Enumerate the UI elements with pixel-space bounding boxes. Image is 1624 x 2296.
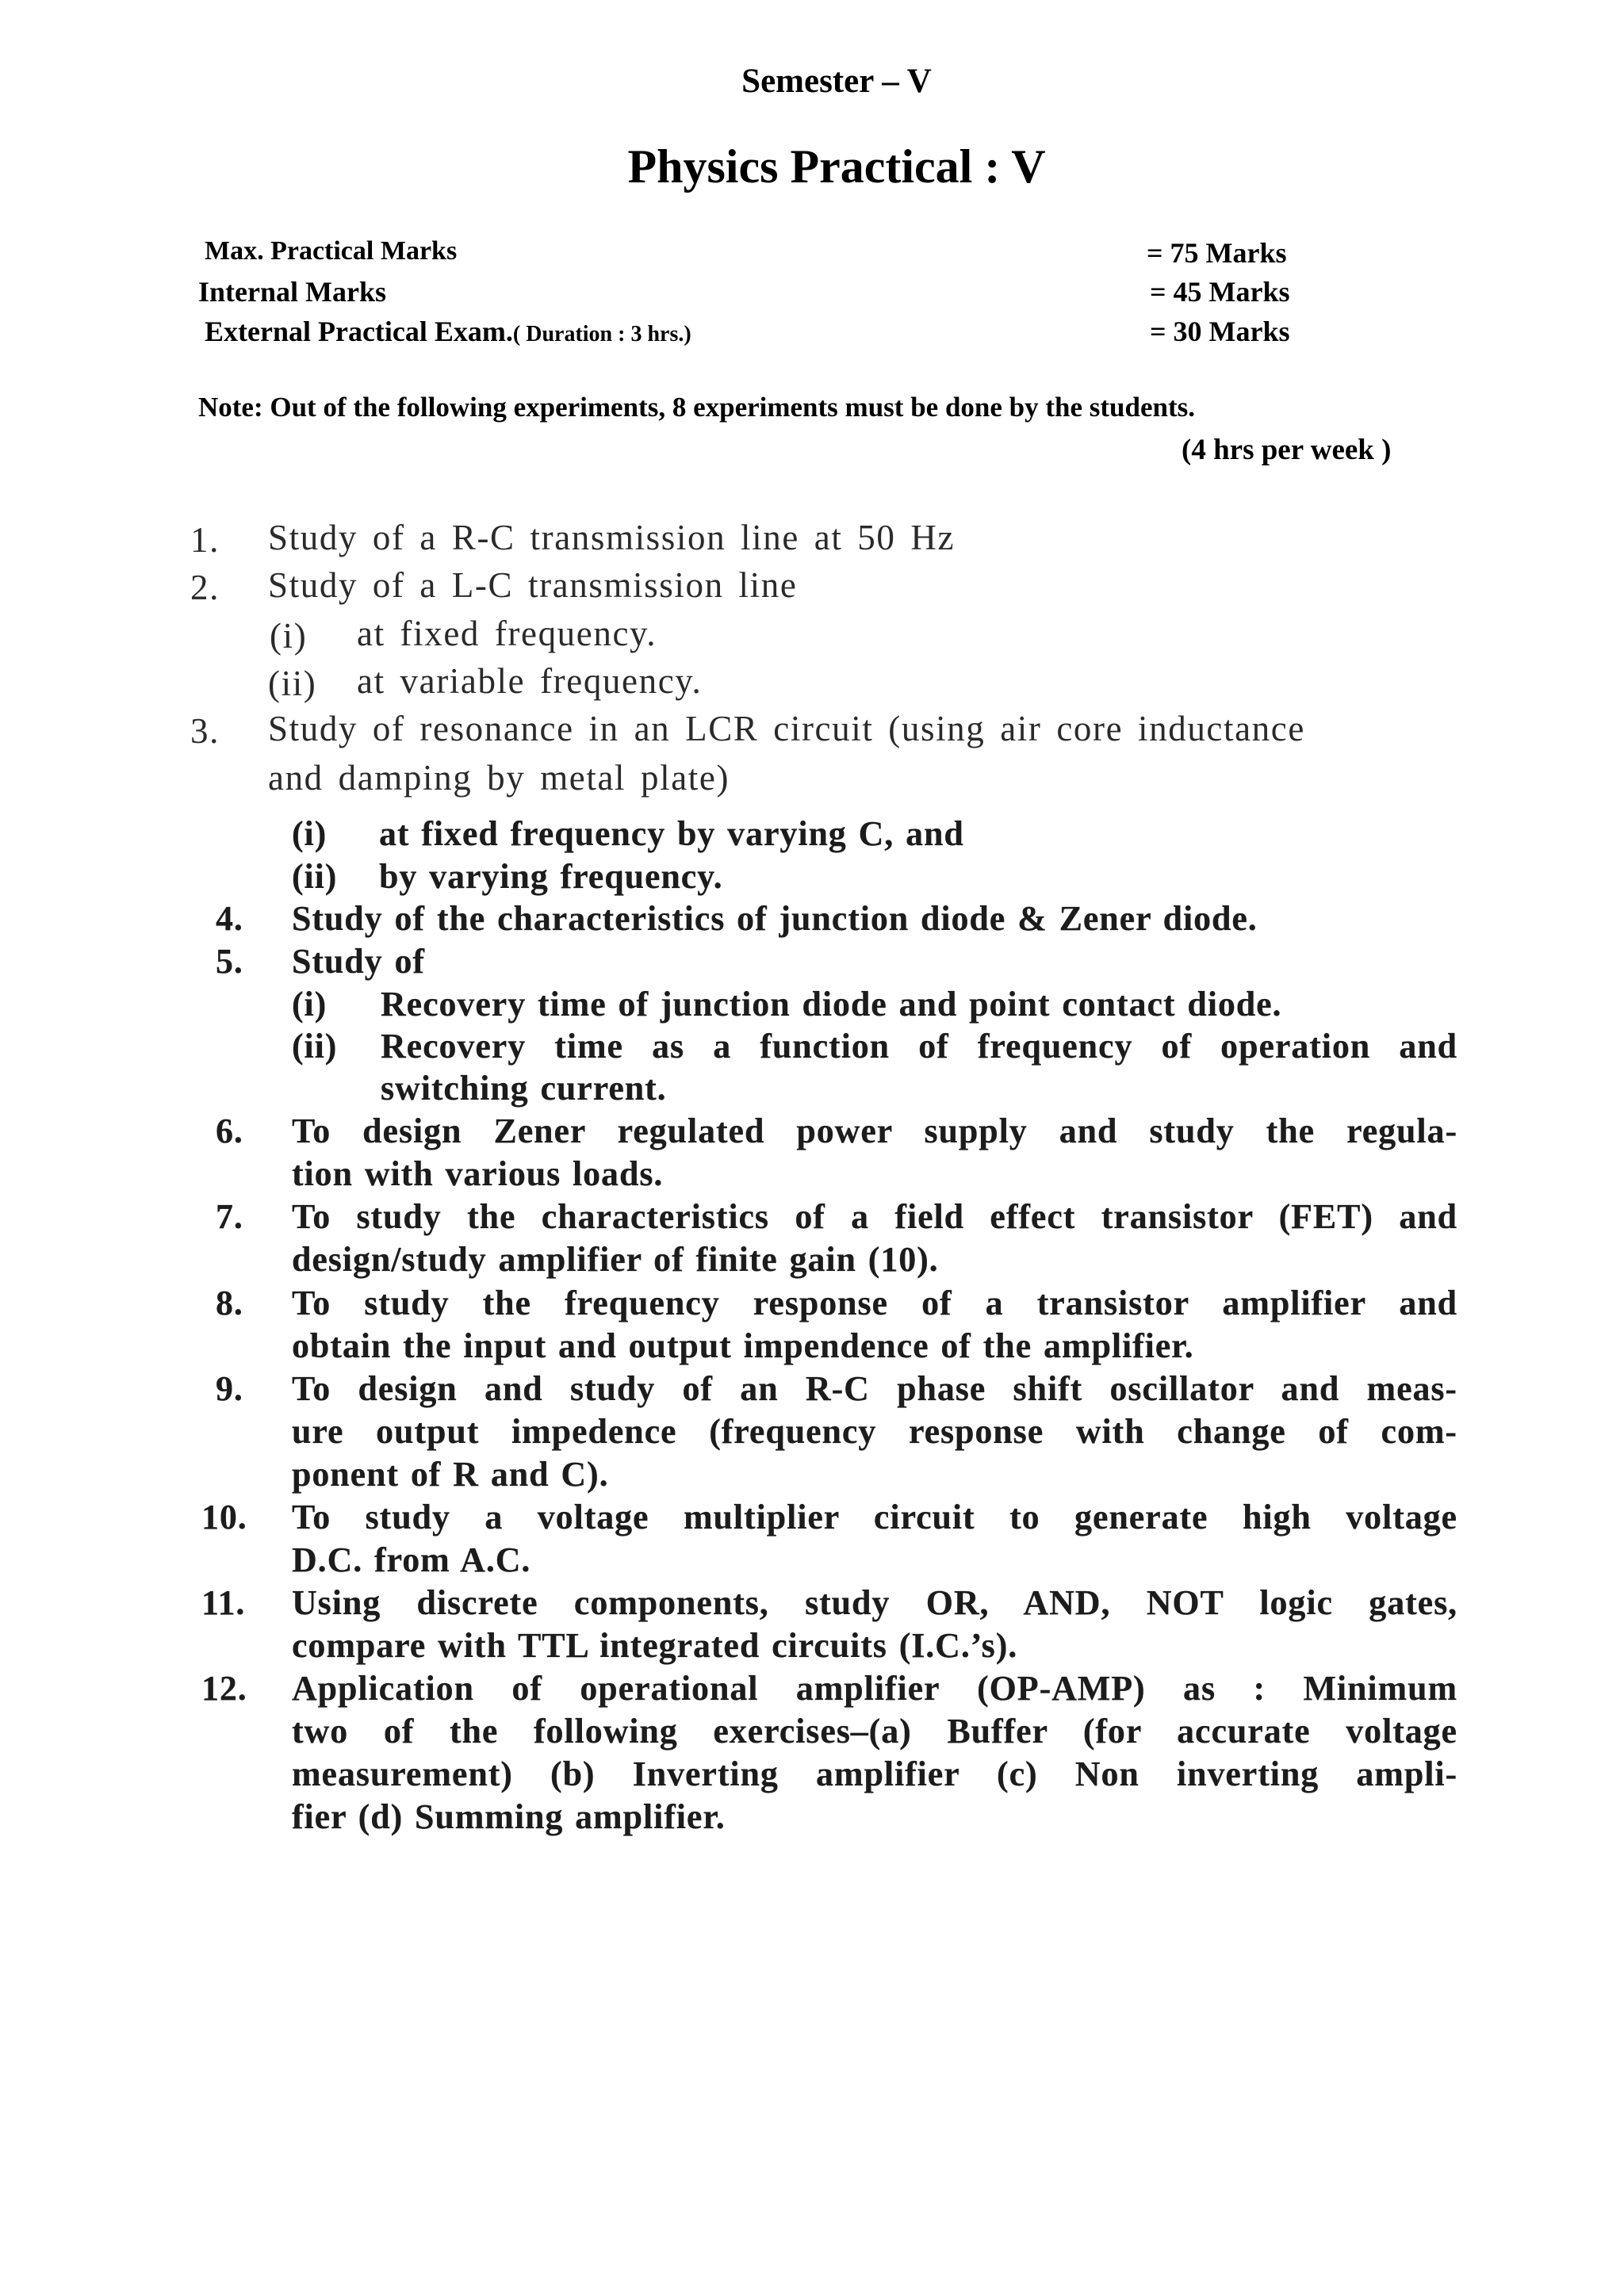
experiment-text: D.C. from A.C. <box>292 1540 531 1579</box>
list-subnumber: (i) <box>292 814 327 853</box>
marks-label <box>205 315 691 348</box>
duration-label: ( Duration : 3 hrs.) <box>512 322 691 346</box>
experiment-text: Application of operational amplifier (OP-AMP) as : Minimum <box>292 1669 1457 1708</box>
list-number: 2. <box>190 568 220 607</box>
marks-label-main: External Practical Exam. <box>205 316 513 347</box>
hours-per-week: (4 hrs per week ) <box>1182 434 1392 466</box>
experiment-text: Study of a R-C transmission line at 50 Hz <box>268 518 956 557</box>
experiment-subtext: at fixed frequency. <box>357 614 657 653</box>
experiment-text: obtain the input and output impendence of the amplifier. <box>292 1326 1194 1365</box>
experiment-text: measurement) (b) Inverting amplifier (c) Non inverting ampli- <box>292 1755 1457 1793</box>
marks-label: Internal Marks <box>198 276 386 308</box>
list-number: 5. <box>216 942 243 981</box>
experiment-text: ure output impedence (frequency response with change of com- <box>292 1412 1457 1451</box>
marks-value: = 30 Marks <box>1150 316 1290 347</box>
list-subnumber: (ii) <box>268 664 317 703</box>
note-text: Note: Out of the following experiments, 8 experiments must be done by the students. <box>198 392 1196 423</box>
list-number: 3. <box>190 711 220 751</box>
experiment-subtext: Recovery time as a function of frequency of operation and <box>381 1027 1457 1066</box>
experiment-text: Study of the characteristics of junction diode & Zener diode. <box>292 899 1258 938</box>
list-number: 8. <box>216 1284 243 1322</box>
marks-label: Max. Practical Marks <box>205 236 458 266</box>
list-number: 11. <box>201 1583 246 1622</box>
experiment-text: fier (d) Summing amplifier. <box>292 1797 726 1836</box>
experiment-subtext-cont: switching current. <box>381 1069 667 1108</box>
experiment-text: two of the following exercises–(a) Buffer (for accurate voltage <box>292 1712 1457 1751</box>
experiment-text: ponent of R and C). <box>292 1455 609 1494</box>
experiment-text: tion with various loads. <box>292 1154 664 1193</box>
list-subnumber: (ii) <box>292 857 338 896</box>
experiment-text: To study the frequency response of a transistor amplifier and <box>292 1284 1457 1322</box>
experiment-text: and damping by metal plate) <box>268 758 730 798</box>
list-subnumber: (ii) <box>292 1027 338 1066</box>
experiment-text: To design and study of an R-C phase shift oscillator and meas- <box>292 1369 1457 1408</box>
marks-value: = 75 Marks <box>1147 237 1287 269</box>
list-subnumber: (i) <box>270 616 308 656</box>
experiment-text: To study the characteristics of a field effect transistor (FET) and <box>292 1197 1457 1236</box>
experiment-subtext: at fixed frequency by varying C, and <box>379 814 964 853</box>
list-number: 6. <box>216 1112 243 1150</box>
experiment-text: Study of a L-C transmission line <box>268 565 798 605</box>
experiment-text: To study a voltage multiplier circuit to generate high voltage <box>292 1498 1457 1536</box>
list-number: 9. <box>216 1369 243 1408</box>
marks-value: = 45 Marks <box>1150 276 1290 308</box>
experiment-subtext: Recovery time of junction diode and point contact diode. <box>381 985 1282 1024</box>
list-number: 10. <box>201 1498 247 1536</box>
experiment-text: Study of resonance in an LCR circuit (using air core inductance <box>268 709 1305 748</box>
list-number: 1. <box>190 520 220 560</box>
experiment-text: Using discrete components, study OR, AND, NOT logic gates, <box>292 1583 1457 1622</box>
page-title: Physics Practical : V <box>627 140 1046 193</box>
experiment-text: Study of <box>292 942 425 981</box>
experiment-subtext: by varying frequency. <box>379 857 723 896</box>
experiment-text: design/study amplifier of finite gain (10). <box>292 1240 939 1279</box>
experiment-subtext: at variable frequency. <box>357 661 703 701</box>
semester-heading: Semester – V <box>741 63 932 100</box>
list-subnumber: (i) <box>292 985 327 1024</box>
list-number: 4. <box>216 899 243 938</box>
experiment-text: To design Zener regulated power supply and study the regula- <box>292 1112 1457 1150</box>
experiment-text: compare with TTL integrated circuits (I.C.’s). <box>292 1626 1018 1665</box>
list-number: 12. <box>201 1669 247 1708</box>
list-number: 7. <box>216 1197 243 1236</box>
